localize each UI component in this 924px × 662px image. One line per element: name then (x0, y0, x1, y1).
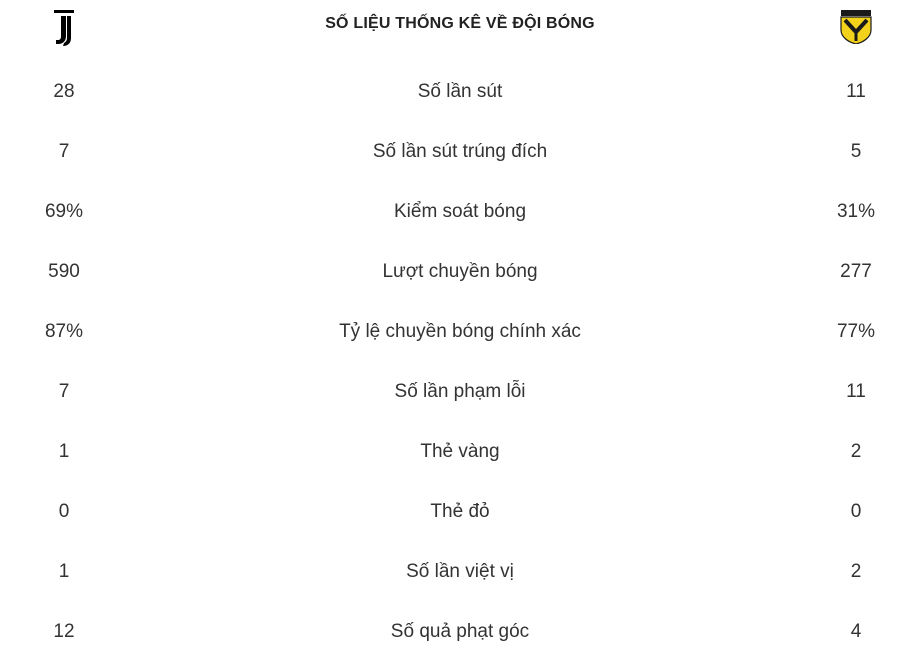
home-value: 1 (58, 441, 70, 462)
stat-row-fouls (0, 362, 924, 422)
stat-row-offsides (0, 542, 924, 602)
away-value: 11 (846, 381, 866, 402)
away-value: 77% (836, 321, 876, 342)
stat-row-yellow-cards (0, 422, 924, 482)
home-value: 590 (48, 261, 80, 282)
juventus-logo-icon (52, 10, 76, 46)
stat-label: Số quả phạt góc (390, 621, 530, 642)
stat-row-shots (0, 62, 924, 122)
home-value: 1 (58, 561, 70, 582)
home-value: 28 (53, 81, 75, 102)
stat-row-shots-on-target (0, 122, 924, 182)
stat-label: Thẻ vàng (420, 441, 500, 462)
stat-label: Số lần việt vị (406, 561, 514, 582)
home-value: 0 (58, 501, 70, 522)
stat-label: Thẻ đỏ (430, 501, 490, 522)
home-value: 7 (58, 381, 70, 402)
away-value: 4 (850, 621, 862, 642)
away-value: 5 (850, 141, 862, 162)
away-value: 31% (836, 201, 876, 222)
team-stats-table (0, 62, 924, 662)
parma-logo-icon (840, 10, 872, 44)
stat-row-red-cards (0, 482, 924, 542)
away-value: 2 (850, 441, 862, 462)
stat-label: Số lần sút (417, 81, 503, 102)
stat-row-corners (0, 602, 924, 662)
stat-label: Kiểm soát bóng (393, 201, 527, 222)
stat-label: Số lần phạm lỗi (394, 381, 526, 402)
stat-label: Lượt chuyền bóng (382, 261, 538, 282)
stat-label: Số lần sút trúng đích (372, 141, 548, 162)
home-value: 7 (58, 141, 70, 162)
stat-row-passes (0, 242, 924, 302)
home-value: 12 (53, 621, 75, 642)
away-value: 11 (846, 81, 866, 102)
home-value: 87% (44, 321, 84, 342)
away-value: 2 (850, 561, 862, 582)
stats-header (0, 0, 924, 52)
away-value: 277 (840, 261, 872, 282)
page-title: SỐ LIỆU THỐNG KÊ VỀ ĐỘI BÓNG (325, 15, 595, 32)
home-value: 69% (44, 201, 84, 222)
stat-row-possession (0, 182, 924, 242)
away-value: 0 (850, 501, 862, 522)
stat-label: Tỷ lệ chuyền bóng chính xác (339, 321, 581, 342)
stat-row-pass-accuracy (0, 302, 924, 362)
